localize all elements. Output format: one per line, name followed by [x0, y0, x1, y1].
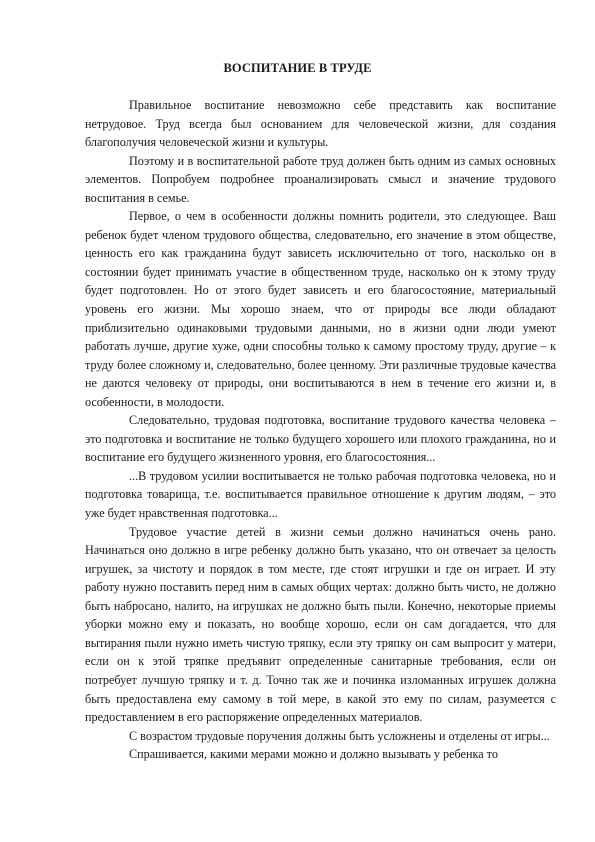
paragraph-3: Первое, о чем в особенности должны помнить родители, это следующее. Ваш ребенок будет членом трудового общества, следовательно, его значение в этом обществе, ценность его как гражданина будут зависеть исключительно от того, насколько он в состоянии будет принимать участие в общественном труде, насколько он к этому труду будет подготовлен. Но от этого будет зависеть и его благосостояние, материальный уровень его жизни. Мы хорошо знаем, что от природы все люди обладают приблизительно одинаковыми трудовыми данными, но в жизни одни люди умеют работать лучше, другие хуже, одни способны только к самому простому труду, другие – к труду более сложному и, следовательно, более ценному. Эти различные трудовые качества не даются человеку от природы, они воспитываются в нем в течение его жизни и, в особенности, в молодости. [85, 209, 556, 409]
paragraph-6: Трудовое участие детей в жизни семьи должно начинаться очень рано. Начинаться оно должно в игре ребенку должно быть указано, что он отвечает за целость игрушек, за чистоту и порядок в том месте, где стоят игрушки и где он играет. И эту работу нужно поставить перед ним в самых общих чертах: должно быть чисто, не должно быть набросано, налито, на игрушках не должно быть пыли. Конечно, некоторые приемы уборки можно ему и показать, но вообще хорошо, если он сам догадается, что для вытирания пыли нужно иметь чистую тряпку, если эту тряпку он сам выпросит у матери, если он к этой тряпке предъявит определенные санитарные требования, если он потребует лучшую тряпку и т. д. Точно так же и починка изломанных игрушек должна быть предоставлена ему самому в той мере, в какой это ему по силам, разумеется с предоставлением в его распоряжение определенных материалов. [85, 524, 556, 725]
paragraph-5: ...В трудовом усилии воспитывается не только рабочая подготовка человека, но и подготовка товарища, т.е. воспитывается правильное отношение к другим людям, – это уже будет нравственная подготовка... [85, 468, 556, 521]
paragraph-2: Поэтому и в воспитательной работе труд должен быть одним из самых основных элементов. Попробуем подробнее проанализировать смысл и значение трудового воспитания в семье. [85, 153, 556, 205]
paragraph-4: Следовательно, трудовая подготовка, воспитание трудового качества человека – это подготовка и воспитание не только будущего хорошего или плохого гражданина, но и воспитание его будущего жизненного уровня, его благосостояния... [85, 413, 556, 465]
document-title: ВОСПИТАНИЕ В ТРУДЕ [223, 61, 372, 75]
document-body [85, 96, 556, 764]
paragraph-8: Спрашивается, какими мерами можно и должно вызывать у ребенка то [129, 747, 498, 762]
paragraph-1: Правильное воспитание невозможно себе представить как воспитание нетрудовое. Труд всегда был основанием для человеческой жизни, для создания благополучия человеческой жизни и культуры. [85, 98, 556, 150]
paragraph-7: С возрастом трудовые поручения должны быть усложнены и отделены от игры... [129, 728, 550, 743]
